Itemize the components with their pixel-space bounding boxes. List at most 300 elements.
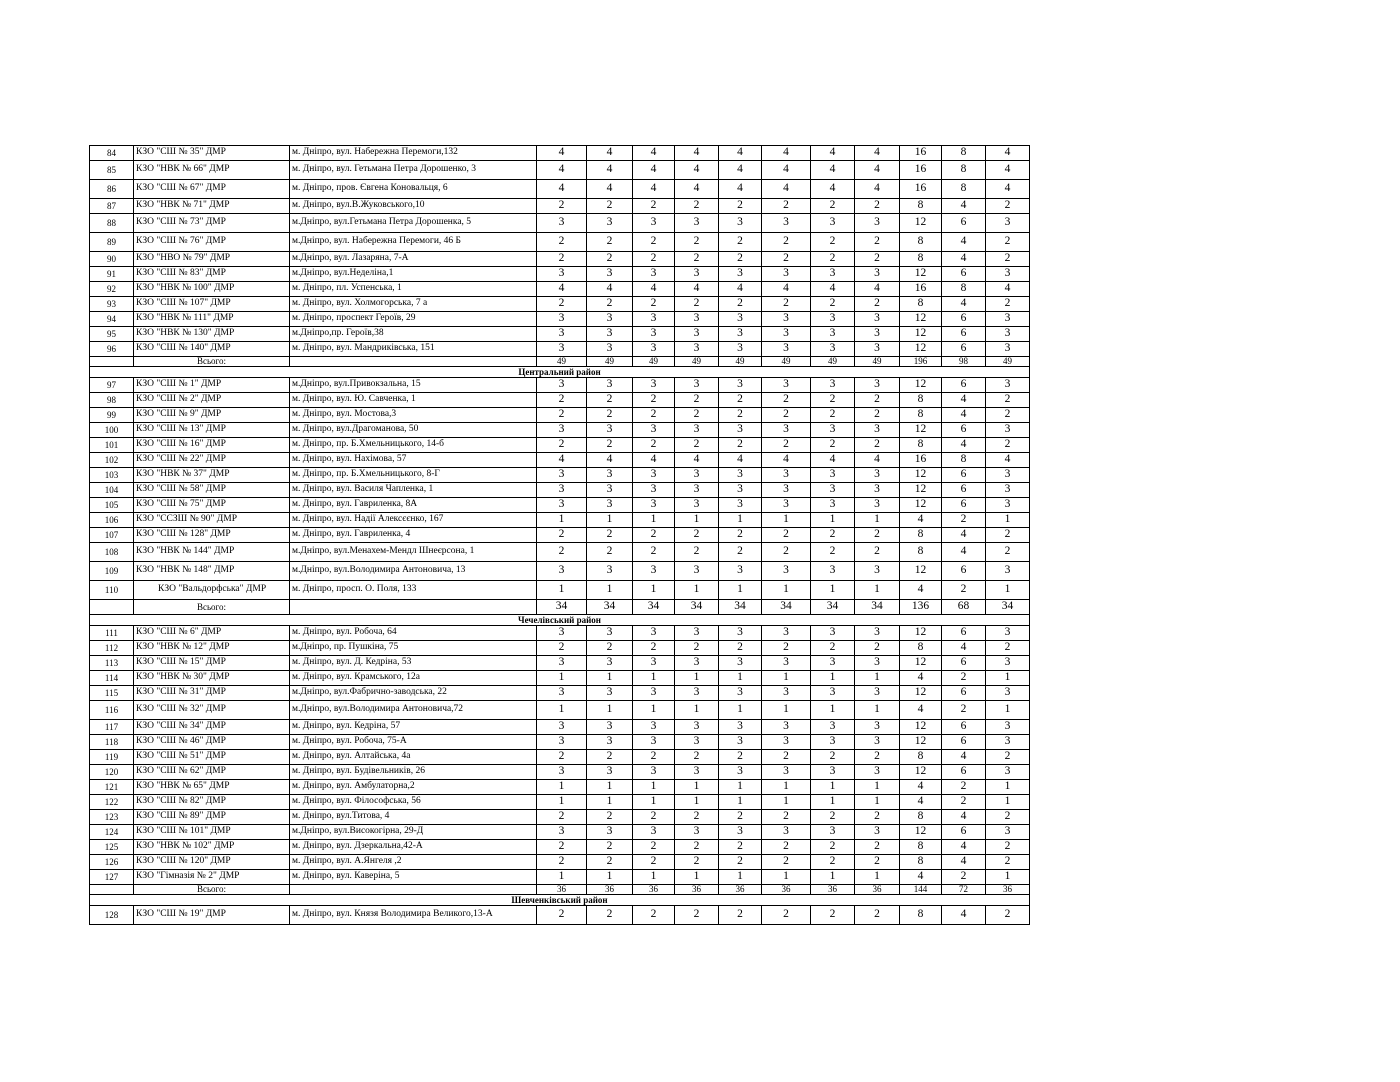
table-row (90, 342, 1030, 357)
value-cell: 1 (811, 513, 855, 528)
school-address: м. Дніпро, вул.Драгоманова, 50 (290, 423, 537, 438)
total-value: 34 (587, 600, 633, 615)
value-cell: 12 (900, 327, 942, 342)
value-cell: 2 (811, 641, 855, 656)
value-cell: 8 (942, 282, 986, 297)
row-number: 92 (90, 282, 134, 297)
total-value: 49 (986, 357, 1030, 367)
value-cell: 3 (587, 342, 633, 357)
row-number: 122 (90, 795, 134, 810)
value-cell: 6 (942, 498, 986, 513)
value-cell: 1 (855, 581, 900, 600)
value-cell: 8 (900, 810, 942, 825)
value-cell: 3 (986, 626, 1030, 641)
value-cell: 2 (719, 543, 762, 562)
value-cell: 3 (719, 423, 762, 438)
value-cell: 3 (675, 626, 719, 641)
table-row (90, 483, 1030, 498)
value-cell: 4 (587, 161, 633, 180)
value-cell: 2 (811, 750, 855, 765)
value-cell: 3 (537, 498, 587, 513)
section-header-row (90, 367, 1030, 378)
value-cell: 2 (855, 810, 900, 825)
total-value: 34 (719, 600, 762, 615)
value-cell: 3 (587, 498, 633, 513)
value-cell: 4 (675, 282, 719, 297)
row-number: 123 (90, 810, 134, 825)
value-cell: 2 (675, 252, 719, 267)
value-cell: 2 (986, 233, 1030, 252)
row-number: 90 (90, 252, 134, 267)
value-cell: 2 (986, 750, 1030, 765)
value-cell: 2 (942, 513, 986, 528)
value-cell: 3 (855, 720, 900, 735)
school-address: м. Дніпро, вул. Крамського, 12а (290, 671, 537, 686)
value-cell: 2 (633, 810, 675, 825)
table-row (90, 146, 1030, 161)
value-cell: 4 (986, 282, 1030, 297)
total-value: 36 (587, 885, 633, 895)
value-cell: 4 (942, 393, 986, 408)
value-cell: 3 (762, 214, 811, 233)
value-cell: 3 (855, 735, 900, 750)
school-address: м. Дніпро, вул.В.Жуковського,10 (290, 199, 537, 214)
school-name: КЗО "СШ № 31" ДМР (134, 686, 290, 701)
value-cell: 4 (762, 282, 811, 297)
school-name: КЗО "СШ № 9" ДМР (134, 408, 290, 423)
value-cell: 3 (633, 735, 675, 750)
row-number: 91 (90, 267, 134, 282)
row-number: 98 (90, 393, 134, 408)
value-cell: 2 (633, 199, 675, 214)
school-name: КЗО "НВК № 71" ДМР (134, 199, 290, 214)
value-cell: 4 (811, 453, 855, 468)
value-cell: 8 (942, 146, 986, 161)
value-cell: 3 (855, 498, 900, 513)
school-address: м. Дніпро, вул. Нахімова, 57 (290, 453, 537, 468)
value-cell: 3 (537, 342, 587, 357)
school-address: м. Дніпро, вул. Робоча, 64 (290, 626, 537, 641)
value-cell: 2 (587, 750, 633, 765)
school-address: м. Дніпро, вул. Василя Чапленка, 1 (290, 483, 537, 498)
value-cell: 1 (986, 513, 1030, 528)
table-row (90, 267, 1030, 282)
total-value: 49 (537, 357, 587, 367)
table-row (90, 810, 1030, 825)
value-cell: 12 (900, 720, 942, 735)
section-header: Чечелівський район (90, 615, 1030, 626)
school-name: КЗО "СШ № 62" ДМР (134, 765, 290, 780)
school-name: КЗО "СШ № 51" ДМР (134, 750, 290, 765)
value-cell: 4 (719, 282, 762, 297)
value-cell: 4 (942, 810, 986, 825)
value-cell: 3 (633, 267, 675, 282)
total-value: 34 (537, 600, 587, 615)
value-cell: 4 (942, 855, 986, 870)
value-cell: 1 (986, 795, 1030, 810)
row-number: 102 (90, 453, 134, 468)
value-cell: 3 (762, 656, 811, 671)
school-address: м. Дніпро, вул. Амбулаторна,2 (290, 780, 537, 795)
table-row (90, 282, 1030, 297)
value-cell: 3 (811, 483, 855, 498)
value-cell: 2 (675, 393, 719, 408)
value-cell: 3 (855, 656, 900, 671)
value-cell: 1 (633, 513, 675, 528)
value-cell: 12 (900, 378, 942, 393)
value-cell: 2 (942, 671, 986, 686)
school-name: КЗО "НВО № 79" ДМР (134, 252, 290, 267)
row-number: 110 (90, 581, 134, 600)
value-cell: 1 (719, 671, 762, 686)
value-cell: 12 (900, 267, 942, 282)
value-cell: 2 (719, 252, 762, 267)
value-cell: 3 (587, 656, 633, 671)
value-cell: 1 (811, 581, 855, 600)
value-cell: 2 (762, 438, 811, 453)
value-cell: 3 (587, 686, 633, 701)
value-cell: 3 (587, 825, 633, 840)
total-value: 136 (900, 600, 942, 615)
value-cell: 2 (675, 750, 719, 765)
school-name: КЗО "СШ № 58" ДМР (134, 483, 290, 498)
value-cell: 2 (675, 840, 719, 855)
value-cell: 3 (537, 686, 587, 701)
value-cell: 4 (675, 161, 719, 180)
table-row (90, 701, 1030, 720)
value-cell: 1 (537, 795, 587, 810)
value-cell: 4 (537, 282, 587, 297)
row-number: 84 (90, 146, 134, 161)
school-address: м.Дніпро, вул.Фабрично-заводська, 22 (290, 686, 537, 701)
value-cell: 2 (762, 528, 811, 543)
school-name: КЗО "СШ № 67" ДМР (134, 180, 290, 199)
value-cell: 2 (587, 810, 633, 825)
value-cell: 1 (675, 513, 719, 528)
value-cell: 3 (855, 378, 900, 393)
value-cell: 3 (675, 267, 719, 282)
value-cell: 2 (633, 233, 675, 252)
value-cell: 4 (942, 233, 986, 252)
table-row (90, 671, 1030, 686)
value-cell: 3 (986, 686, 1030, 701)
school-name: КЗО "Гімназія № 2" ДМР (134, 870, 290, 885)
value-cell: 1 (811, 795, 855, 810)
school-address: м.Дніпро, вул.Гетьмана Петра Дорошенка, 5 (290, 214, 537, 233)
value-cell: 2 (537, 543, 587, 562)
school-address: м. Дніпро, вул. Князя Володимира Великого,13-А (290, 906, 537, 925)
value-cell: 6 (942, 342, 986, 357)
section-header-row (90, 615, 1030, 626)
value-cell: 1 (537, 701, 587, 720)
total-value: 36 (762, 885, 811, 895)
value-cell: 2 (811, 408, 855, 423)
value-cell: 1 (675, 780, 719, 795)
value-cell: 2 (855, 840, 900, 855)
value-cell: 2 (855, 408, 900, 423)
value-cell: 1 (537, 870, 587, 885)
value-cell: 2 (587, 528, 633, 543)
total-value: 49 (719, 357, 762, 367)
school-name: КЗО "НВК № 102" ДМР (134, 840, 290, 855)
school-name: КЗО "Вальдорфська" ДМР (134, 581, 290, 600)
value-cell: 3 (855, 342, 900, 357)
value-cell: 3 (811, 342, 855, 357)
value-cell: 4 (537, 161, 587, 180)
value-cell: 3 (811, 720, 855, 735)
value-cell: 2 (855, 252, 900, 267)
value-cell: 2 (537, 840, 587, 855)
value-cell: 1 (762, 795, 811, 810)
value-cell: 2 (762, 810, 811, 825)
value-cell: 2 (537, 297, 587, 312)
value-cell: 3 (537, 312, 587, 327)
value-cell: 4 (811, 180, 855, 199)
value-cell: 4 (587, 146, 633, 161)
value-cell: 2 (986, 543, 1030, 562)
value-cell: 3 (762, 312, 811, 327)
total-value: 144 (900, 885, 942, 895)
table-row (90, 438, 1030, 453)
value-cell: 3 (986, 825, 1030, 840)
table-row (90, 214, 1030, 233)
value-cell: 2 (811, 840, 855, 855)
row-number: 106 (90, 513, 134, 528)
value-cell: 2 (633, 393, 675, 408)
value-cell: 3 (762, 498, 811, 513)
table-row (90, 825, 1030, 840)
value-cell: 4 (719, 180, 762, 199)
value-cell: 1 (633, 780, 675, 795)
value-cell: 1 (986, 870, 1030, 885)
value-cell: 2 (719, 855, 762, 870)
value-cell: 12 (900, 468, 942, 483)
table-row (90, 327, 1030, 342)
value-cell: 4 (762, 146, 811, 161)
value-cell: 4 (942, 528, 986, 543)
section-header: Шевченківський район (90, 895, 1030, 906)
value-cell: 2 (587, 543, 633, 562)
school-name: КЗО "СШ № 22" ДМР (134, 453, 290, 468)
value-cell: 3 (855, 214, 900, 233)
school-address: м. Дніпро, вул. Мостова,3 (290, 408, 537, 423)
value-cell: 3 (811, 423, 855, 438)
value-cell: 2 (537, 906, 587, 925)
value-cell: 1 (986, 671, 1030, 686)
value-cell: 2 (855, 528, 900, 543)
row-number: 108 (90, 543, 134, 562)
value-cell: 3 (719, 686, 762, 701)
value-cell: 4 (900, 701, 942, 720)
value-cell: 3 (762, 468, 811, 483)
value-cell: 2 (855, 855, 900, 870)
total-value: 49 (633, 357, 675, 367)
value-cell: 3 (587, 423, 633, 438)
value-cell: 4 (587, 282, 633, 297)
row-number: 114 (90, 671, 134, 686)
value-cell: 4 (986, 453, 1030, 468)
value-cell: 4 (942, 906, 986, 925)
value-cell: 2 (719, 528, 762, 543)
value-cell: 3 (675, 378, 719, 393)
value-cell: 2 (537, 393, 587, 408)
row-number: 124 (90, 825, 134, 840)
value-cell: 2 (942, 581, 986, 600)
row-number: 94 (90, 312, 134, 327)
value-cell: 1 (537, 780, 587, 795)
total-address-empty (290, 600, 537, 615)
total-value: 36 (855, 885, 900, 895)
value-cell: 1 (675, 795, 719, 810)
value-cell: 3 (587, 483, 633, 498)
value-cell: 2 (942, 795, 986, 810)
value-cell: 6 (942, 825, 986, 840)
value-cell: 1 (537, 581, 587, 600)
value-cell: 4 (942, 641, 986, 656)
value-cell: 2 (675, 810, 719, 825)
school-address: м.Дніпро, вул.Неделіна,1 (290, 267, 537, 282)
value-cell: 2 (855, 543, 900, 562)
total-label: Всього: (134, 885, 290, 895)
value-cell: 4 (675, 180, 719, 199)
school-address: м.Дніпро, вул. Лазаряна, 7-А (290, 252, 537, 267)
value-cell: 3 (855, 423, 900, 438)
value-cell: 2 (633, 840, 675, 855)
value-cell: 3 (719, 498, 762, 513)
value-cell: 3 (633, 686, 675, 701)
table-row (90, 233, 1030, 252)
value-cell: 2 (633, 297, 675, 312)
value-cell: 3 (855, 327, 900, 342)
value-cell: 2 (855, 297, 900, 312)
value-cell: 4 (633, 180, 675, 199)
value-cell: 12 (900, 562, 942, 581)
value-cell: 8 (900, 906, 942, 925)
value-cell: 3 (986, 378, 1030, 393)
school-name: КЗО "СШ № 6" ДМР (134, 626, 290, 641)
value-cell: 1 (762, 671, 811, 686)
value-cell: 3 (587, 267, 633, 282)
table-row (90, 641, 1030, 656)
value-cell: 2 (587, 297, 633, 312)
value-cell: 2 (537, 750, 587, 765)
value-cell: 3 (537, 378, 587, 393)
value-cell: 2 (675, 408, 719, 423)
value-cell: 2 (675, 199, 719, 214)
value-cell: 4 (587, 453, 633, 468)
value-cell: 4 (900, 795, 942, 810)
value-cell: 2 (633, 528, 675, 543)
school-name: КЗО "НВК № 66" ДМР (134, 161, 290, 180)
row-number: 128 (90, 906, 134, 925)
school-name: КЗО "НВК № 100" ДМР (134, 282, 290, 297)
value-cell: 4 (855, 180, 900, 199)
value-cell: 3 (719, 468, 762, 483)
school-name: КЗО "НВК № 30" ДМР (134, 671, 290, 686)
value-cell: 3 (587, 327, 633, 342)
value-cell: 1 (811, 870, 855, 885)
table-row (90, 312, 1030, 327)
school-name: КЗО "СШ № 83" ДМР (134, 267, 290, 282)
table-row (90, 513, 1030, 528)
value-cell: 3 (633, 342, 675, 357)
value-cell: 4 (942, 543, 986, 562)
school-address: м. Дніпро, вул. Кедріна, 57 (290, 720, 537, 735)
value-cell: 2 (986, 528, 1030, 543)
value-cell: 3 (633, 498, 675, 513)
value-cell: 3 (811, 267, 855, 282)
value-cell: 3 (811, 327, 855, 342)
school-address: м. Дніпро, пров. Євгена Коновальця, 6 (290, 180, 537, 199)
value-cell: 12 (900, 686, 942, 701)
school-name: КЗО "СШ № 120" ДМР (134, 855, 290, 870)
value-cell: 4 (942, 297, 986, 312)
value-cell: 2 (587, 199, 633, 214)
value-cell: 1 (587, 870, 633, 885)
value-cell: 4 (900, 671, 942, 686)
value-cell: 3 (675, 765, 719, 780)
value-cell: 3 (855, 562, 900, 581)
school-name: КЗО "СШ № 2" ДМР (134, 393, 290, 408)
value-cell: 2 (942, 780, 986, 795)
value-cell: 3 (633, 483, 675, 498)
value-cell: 2 (587, 641, 633, 656)
school-address: м. Дніпро, вул. Філософська, 56 (290, 795, 537, 810)
school-address: м. Дніпро, вул. Д. Кедріна, 53 (290, 656, 537, 671)
total-value: 68 (942, 600, 986, 615)
table-row (90, 199, 1030, 214)
value-cell: 3 (719, 312, 762, 327)
value-cell: 3 (986, 214, 1030, 233)
table-row (90, 453, 1030, 468)
value-cell: 1 (587, 780, 633, 795)
value-cell: 3 (855, 312, 900, 327)
value-cell: 4 (855, 453, 900, 468)
value-cell: 2 (762, 408, 811, 423)
value-cell: 2 (587, 438, 633, 453)
value-cell: 3 (633, 423, 675, 438)
total-value: 34 (811, 600, 855, 615)
school-name: КЗО "НВК № 37" ДМР (134, 468, 290, 483)
row-number: 115 (90, 686, 134, 701)
row-number: 120 (90, 765, 134, 780)
value-cell: 4 (537, 146, 587, 161)
row-number: 119 (90, 750, 134, 765)
value-cell: 1 (762, 513, 811, 528)
value-cell: 1 (855, 671, 900, 686)
table-row (90, 393, 1030, 408)
value-cell: 3 (811, 656, 855, 671)
row-number: 86 (90, 180, 134, 199)
value-cell: 2 (719, 393, 762, 408)
school-address: м. Дніпро, пл. Успенська, 1 (290, 282, 537, 297)
total-value: 98 (942, 357, 986, 367)
value-cell: 3 (986, 483, 1030, 498)
value-cell: 3 (675, 656, 719, 671)
row-number: 97 (90, 378, 134, 393)
school-name: КЗО "СШ № 13" ДМР (134, 423, 290, 438)
school-name: КЗО "СШ № 32" ДМР (134, 701, 290, 720)
value-cell: 3 (762, 267, 811, 282)
row-number: 113 (90, 656, 134, 671)
value-cell: 6 (942, 378, 986, 393)
value-cell: 2 (587, 906, 633, 925)
table-row (90, 161, 1030, 180)
value-cell: 2 (762, 393, 811, 408)
value-cell: 3 (675, 686, 719, 701)
value-cell: 3 (986, 656, 1030, 671)
school-address: м.Дніпро, вул. Набережна Перемоги, 46 Б (290, 233, 537, 252)
